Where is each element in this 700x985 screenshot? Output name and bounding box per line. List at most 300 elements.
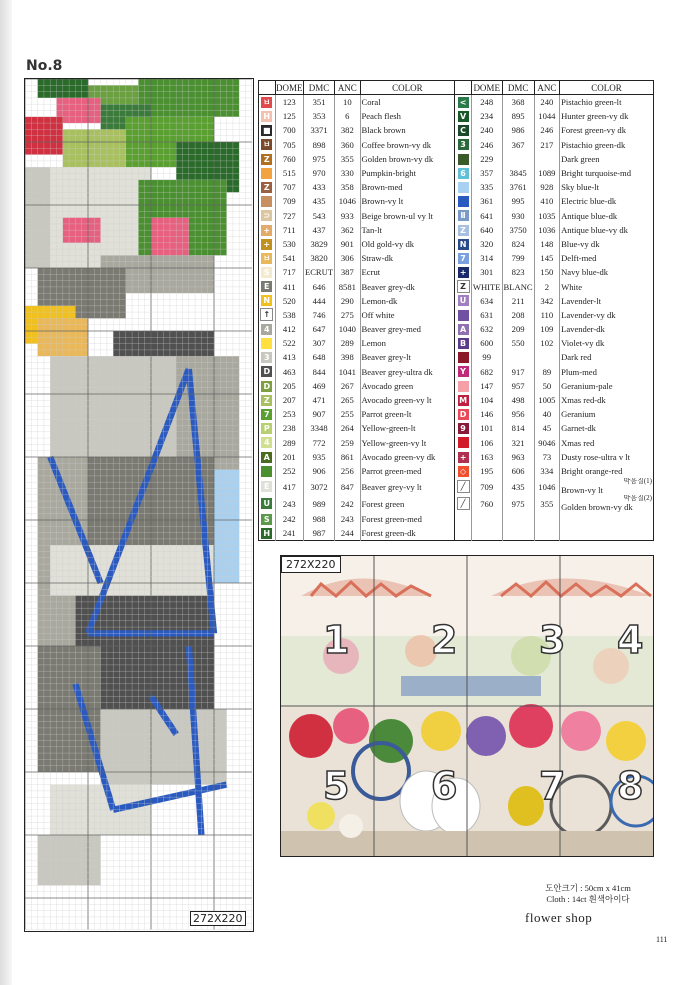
color-swatch	[458, 182, 469, 193]
color-dmc-cell: 975	[502, 495, 534, 512]
color-name-cell	[560, 279, 654, 293]
design-cloth: Cloth : 14ct 흰색아이다	[546, 894, 630, 904]
color-dome-cell: 241	[275, 526, 303, 541]
color-dmc-cell: 3845	[502, 166, 534, 180]
color-name-cell	[560, 526, 654, 541]
color-dmc-cell: 772	[303, 436, 334, 450]
chart-size-label: 272X220	[190, 911, 246, 926]
color-swatch	[261, 196, 272, 207]
color-anc-cell: 355	[534, 495, 559, 512]
color-name: Brown-vy lt	[561, 485, 603, 496]
color-symbol-cell	[259, 209, 276, 223]
color-symbol-cell	[455, 294, 472, 308]
color-name-cell	[560, 393, 654, 407]
color-name-cell	[360, 322, 455, 336]
color-swatch: Z	[261, 395, 272, 406]
color-anc-cell: 1036	[534, 223, 559, 237]
color-name-cell	[360, 512, 455, 526]
color-dmc-cell: 956	[502, 407, 534, 421]
color-name-cell	[560, 294, 654, 308]
color-name-cell	[360, 265, 455, 279]
color-name: Electric blue-dk	[561, 196, 617, 207]
color-name-cell	[360, 436, 455, 450]
color-dome-cell: 707	[275, 180, 303, 194]
color-swatch: ㅂ	[262, 97, 271, 107]
color-swatch: 7	[261, 409, 272, 420]
color-name: Parrot green-lt	[361, 409, 412, 420]
color-swatch: ╱	[457, 497, 470, 510]
color-swatch: ㅂ	[262, 253, 271, 263]
color-anc-cell: 355	[335, 152, 360, 166]
page-binding-edge	[0, 0, 12, 985]
color-symbol-cell	[259, 237, 276, 251]
color-swatch: ㅂ	[262, 140, 271, 150]
flower-shop-preview-image	[281, 556, 653, 856]
color-anc-cell: 387	[335, 265, 360, 279]
color-name: Antique blue-vy dk	[561, 224, 628, 235]
color-dome-cell: 207	[275, 393, 303, 407]
color-dmc-cell: 435	[502, 478, 534, 495]
color-anc-cell: 1035	[534, 209, 559, 223]
color-dome-cell: 530	[275, 237, 303, 251]
color-dome-cell: 252	[275, 464, 303, 478]
color-dmc-cell	[502, 152, 534, 166]
color-name: Yellow-green-lt	[361, 423, 416, 434]
color-symbol-cell	[455, 407, 472, 421]
header-dmc: DMC	[502, 81, 534, 95]
color-swatch: Y	[458, 366, 469, 377]
color-name-cell	[560, 365, 654, 379]
color-name-cell	[360, 495, 455, 512]
color-dmc-cell: 543	[303, 209, 334, 223]
color-swatch: N	[458, 239, 469, 250]
color-anc-cell: 246	[534, 123, 559, 137]
color-name-cell	[360, 365, 455, 379]
color-dome-cell: 717	[275, 265, 303, 279]
color-dmc-cell: 995	[502, 194, 534, 208]
color-name-cell	[560, 95, 654, 110]
color-name: Coffee brown-vy dk	[361, 139, 432, 150]
color-name-cell	[560, 194, 654, 208]
color-symbol-cell	[259, 294, 276, 308]
color-anc-cell: 289	[335, 336, 360, 350]
color-name: Violet-vy dk	[561, 338, 605, 349]
color-name-cell	[560, 308, 654, 322]
design-info	[518, 883, 658, 905]
color-dome-cell: 253	[275, 407, 303, 421]
color-dome-cell: 361	[471, 194, 502, 208]
color-swatch: 3	[261, 352, 272, 363]
color-key-row	[259, 450, 654, 464]
color-anc-cell: 45	[534, 421, 559, 435]
color-swatch: A	[458, 324, 469, 335]
color-anc-cell: 40	[534, 407, 559, 421]
header-color: COLOR	[560, 81, 654, 95]
color-anc-cell: 259	[335, 436, 360, 450]
color-key-row	[259, 166, 654, 180]
color-dmc-cell: 606	[502, 464, 534, 478]
color-anc-cell	[534, 152, 559, 166]
color-swatch: ↑	[260, 308, 273, 321]
header-dome: DOME	[276, 82, 303, 93]
color-dome-cell: 682	[471, 365, 502, 379]
color-name-cell	[560, 322, 654, 336]
color-key-row	[259, 365, 654, 379]
color-key-row	[259, 322, 654, 336]
color-anc-cell: 928	[534, 180, 559, 194]
color-name: Black brown	[361, 125, 406, 136]
color-name-cell	[360, 336, 455, 350]
color-anc-cell: 8581	[335, 279, 360, 293]
color-name: Avocado green-vy dk	[361, 451, 436, 462]
color-swatch: +	[458, 452, 469, 463]
color-anc-cell: 933	[335, 209, 360, 223]
color-name: Peach flesh	[361, 111, 401, 122]
color-dome-cell: 640	[471, 223, 502, 237]
color-name: Dusty rose-ultra v lt	[561, 451, 631, 462]
color-dmc-cell	[502, 526, 534, 541]
color-name: Brown-med	[361, 182, 403, 193]
color-name-cell	[360, 95, 455, 110]
color-swatch	[458, 196, 469, 207]
color-swatch	[261, 168, 272, 179]
color-name: Geranium-pale	[561, 380, 613, 391]
color-key-row	[259, 123, 654, 137]
color-swatch: D	[261, 381, 272, 392]
color-swatch: ⊃	[261, 210, 272, 221]
color-symbol-cell	[259, 223, 276, 237]
color-dome-cell: 711	[275, 223, 303, 237]
color-symbol-cell	[259, 365, 276, 379]
color-symbol-cell	[259, 265, 276, 279]
color-dome-cell: 727	[275, 209, 303, 223]
color-symbol-cell	[455, 365, 472, 379]
color-name-cell	[360, 464, 455, 478]
color-key-row	[259, 279, 654, 293]
color-dome-cell: 146	[471, 407, 502, 421]
color-name: Plum-med	[561, 366, 597, 377]
color-anc-cell: 255	[335, 407, 360, 421]
color-symbol-cell	[455, 379, 472, 393]
color-anc-cell: 334	[534, 464, 559, 478]
color-dome-cell: 234	[471, 109, 502, 123]
color-name-cell	[560, 209, 654, 223]
color-swatch: M	[459, 395, 468, 405]
color-symbol-cell	[455, 436, 472, 450]
color-name: Off white	[361, 309, 395, 320]
color-key-row	[259, 495, 654, 512]
color-anc-cell: 290	[335, 294, 360, 308]
color-name: Bright orange-red	[561, 465, 623, 476]
color-symbol-cell	[455, 95, 472, 110]
color-symbol-cell	[259, 450, 276, 464]
section-number: 4	[617, 618, 644, 662]
design-title: flower shop	[525, 910, 593, 925]
color-name: Yellow-green-vy lt	[361, 437, 427, 448]
color-dome-cell: 709	[471, 478, 502, 495]
color-dmc-cell: 367	[502, 138, 534, 152]
color-anc-cell: 89	[534, 365, 559, 379]
color-dmc-cell: 917	[502, 365, 534, 379]
color-name: Dark red	[561, 352, 592, 363]
color-dmc-cell: 746	[303, 308, 334, 322]
color-anc-cell: 358	[335, 180, 360, 194]
color-name: Coral	[361, 97, 381, 108]
color-anc-cell: 150	[534, 265, 559, 279]
color-name-cell	[360, 421, 455, 435]
color-key-row	[259, 180, 654, 194]
color-dome-cell: 357	[471, 166, 502, 180]
color-anc-cell: 145	[534, 251, 559, 265]
color-dmc-cell: 898	[303, 138, 334, 152]
color-anc-cell: 240	[534, 95, 559, 110]
color-dmc-cell: 930	[502, 209, 534, 223]
color-symbol-cell	[455, 237, 472, 251]
color-name-cell	[560, 237, 654, 251]
color-name-cell	[360, 526, 455, 541]
color-swatch: Z	[457, 280, 470, 293]
color-symbol-cell	[259, 180, 276, 194]
color-name: Tan-lt	[361, 224, 382, 235]
color-symbol-cell	[259, 109, 276, 123]
color-dmc-cell: 906	[303, 464, 334, 478]
color-name-cell	[360, 166, 455, 180]
color-swatch	[458, 154, 469, 165]
color-dmc-cell: 844	[303, 365, 334, 379]
color-name: Pumpkin-bright	[361, 168, 416, 179]
color-dmc-cell: 3348	[303, 421, 334, 435]
color-dome-cell: 705	[275, 138, 303, 152]
color-name: Golden brown-vy dk	[561, 502, 633, 513]
color-swatch: 9	[458, 423, 469, 434]
color-anc-cell: 1041	[335, 365, 360, 379]
color-dmc-cell: 3829	[303, 237, 334, 251]
color-name: White	[561, 281, 583, 292]
color-name: Forest green-vy dk	[561, 125, 626, 136]
color-anc-cell: 362	[335, 223, 360, 237]
color-symbol-cell	[259, 495, 276, 512]
color-name-cell	[360, 123, 455, 137]
color-key-table	[258, 80, 654, 541]
color-name: Delft-med	[561, 253, 597, 264]
color-dmc-cell: 3761	[502, 180, 534, 194]
color-symbol-cell	[259, 194, 276, 208]
color-symbol-cell	[455, 223, 472, 237]
color-name-cell	[360, 450, 455, 464]
color-dmc-cell: 208	[502, 308, 534, 322]
color-dome-cell: 123	[275, 95, 303, 110]
header-color: COLOR	[360, 81, 455, 95]
color-name-cell	[360, 407, 455, 421]
stitch-chart	[24, 78, 254, 932]
color-symbol-cell	[455, 495, 472, 512]
section-number: 8	[617, 764, 644, 808]
color-anc-cell: 109	[534, 322, 559, 336]
color-key-row	[259, 251, 654, 265]
color-swatch: <	[458, 97, 469, 108]
color-dome-cell	[471, 512, 502, 526]
color-anc-cell: 1044	[534, 109, 559, 123]
color-name: Beaver grey-lt	[361, 352, 411, 363]
color-name: Golden brown-vy dk	[361, 153, 434, 164]
color-symbol-cell	[259, 436, 276, 450]
color-symbol-cell	[455, 393, 472, 407]
color-dmc-cell: 307	[303, 336, 334, 350]
color-key-row	[259, 95, 654, 110]
color-name-cell	[360, 308, 455, 322]
color-dmc-cell: 647	[303, 322, 334, 336]
color-dmc-cell: 3371	[303, 123, 334, 137]
color-dome-cell: 238	[275, 421, 303, 435]
color-dmc-cell: 986	[502, 123, 534, 137]
color-name-cell	[360, 279, 455, 293]
color-dmc-cell: 353	[303, 109, 334, 123]
color-dmc-cell: 814	[502, 421, 534, 435]
color-swatch	[458, 310, 469, 321]
color-name: Avocado green-vy lt	[361, 395, 432, 406]
color-anc-cell: 267	[335, 379, 360, 393]
color-swatch: 7	[458, 253, 469, 264]
color-dome-cell: 522	[275, 336, 303, 350]
color-dmc-cell: 648	[303, 350, 334, 364]
color-name: Forest green-dk	[361, 528, 416, 539]
color-symbol-cell	[455, 308, 472, 322]
color-symbol-cell	[455, 322, 472, 336]
color-dome-cell: 411	[275, 279, 303, 293]
color-anc-cell: 382	[335, 123, 360, 137]
color-key-row	[259, 109, 654, 123]
color-key-row	[259, 223, 654, 237]
color-name-cell	[560, 180, 654, 194]
color-name: Old gold-vy dk	[361, 238, 415, 249]
color-name: Beaver grey-med	[361, 324, 421, 335]
color-symbol-cell	[259, 464, 276, 478]
color-name-cell	[560, 123, 654, 137]
color-dome-cell: 289	[275, 436, 303, 450]
color-name: Dark green	[561, 153, 600, 164]
pattern-preview	[280, 555, 654, 857]
color-dmc-cell: 321	[502, 436, 534, 450]
color-dome-cell: 106	[471, 436, 502, 450]
color-anc-cell: 50	[534, 379, 559, 393]
color-key-row	[259, 209, 654, 223]
color-swatch: B	[458, 338, 469, 349]
color-symbol-cell	[259, 350, 276, 364]
color-anc-cell	[534, 526, 559, 541]
color-swatch: ╱	[457, 480, 470, 493]
color-symbol-cell	[455, 350, 472, 364]
color-dmc-cell: 823	[502, 265, 534, 279]
color-swatch	[261, 466, 272, 477]
color-key-row	[259, 237, 654, 251]
color-name-cell	[560, 251, 654, 265]
color-symbol-cell	[259, 279, 276, 293]
color-dome-cell: 125	[275, 109, 303, 123]
color-name-cell	[360, 152, 455, 166]
color-swatch: 4	[261, 437, 272, 448]
stitch-chart-grid	[25, 79, 253, 931]
color-anc-cell: 6	[335, 109, 360, 123]
color-symbol-cell	[259, 407, 276, 421]
color-anc-cell: 275	[335, 308, 360, 322]
color-dmc-cell: 498	[502, 393, 534, 407]
color-dmc-cell: 3072	[303, 478, 334, 495]
color-swatch: 6	[458, 168, 469, 179]
color-key-row	[259, 350, 654, 364]
color-anc-cell: 148	[534, 237, 559, 251]
color-name: Beaver grey-dk	[361, 281, 415, 292]
color-anc-cell: 9046	[534, 436, 559, 450]
color-name-cell	[560, 464, 654, 478]
color-dmc-cell: 471	[303, 393, 334, 407]
color-key-row	[259, 421, 654, 435]
color-name-cell	[360, 138, 455, 152]
color-dmc-cell	[502, 512, 534, 526]
color-anc-cell: 360	[335, 138, 360, 152]
color-anc-cell: 342	[534, 294, 559, 308]
color-anc-cell: 2	[534, 279, 559, 293]
color-dome-cell: 632	[471, 322, 502, 336]
color-anc-cell: 330	[335, 166, 360, 180]
color-swatch: H	[261, 111, 272, 122]
color-dome-cell: 520	[275, 294, 303, 308]
color-swatch: U	[261, 498, 272, 509]
color-dmc-cell: ECRUT	[303, 265, 334, 279]
color-name: Garnet-dk	[561, 423, 596, 434]
color-dome-cell: 709	[275, 194, 303, 208]
header-symbol	[259, 81, 276, 95]
color-key-row	[259, 152, 654, 166]
color-key-row	[259, 308, 654, 322]
color-dmc-cell: 824	[502, 237, 534, 251]
color-dome-cell: 242	[275, 512, 303, 526]
color-name-cell	[560, 223, 654, 237]
color-swatch: E	[261, 481, 272, 492]
color-symbol-cell	[259, 138, 276, 152]
color-dome-cell: 760	[275, 152, 303, 166]
color-symbol-cell	[455, 512, 472, 526]
color-symbol-cell	[455, 336, 472, 350]
header-dome: DOME	[471, 81, 502, 95]
color-key-row	[259, 436, 654, 450]
preview-size-label: 272X220	[281, 556, 341, 573]
color-swatch: P	[261, 423, 272, 434]
color-name-cell	[360, 379, 455, 393]
color-name-cell	[560, 478, 654, 495]
color-name: Lavender-vy dk	[561, 309, 616, 320]
color-name: Beaver grey-ultra dk	[361, 366, 433, 377]
color-anc-cell: 1046	[534, 478, 559, 495]
color-key-row	[259, 294, 654, 308]
color-dmc-cell: 970	[303, 166, 334, 180]
color-swatch	[458, 437, 469, 448]
color-name: Sky blue-lt	[561, 182, 600, 193]
backstitch-note: 박음질(1)	[623, 478, 652, 486]
color-dmc-cell: 444	[303, 294, 334, 308]
color-swatch: +	[458, 267, 469, 278]
color-anc-cell: 901	[335, 237, 360, 251]
section-number: 5	[323, 764, 350, 808]
color-anc-cell	[534, 512, 559, 526]
color-symbol-cell	[259, 251, 276, 265]
color-name: Xmas red	[561, 437, 595, 448]
color-dmc-cell: 987	[303, 526, 334, 541]
color-dmc-cell: 550	[502, 336, 534, 350]
color-symbol-cell	[455, 123, 472, 137]
color-dome-cell: 201	[275, 450, 303, 464]
color-name: Lavender-dk	[561, 324, 605, 335]
color-dmc-cell: 435	[303, 194, 334, 208]
